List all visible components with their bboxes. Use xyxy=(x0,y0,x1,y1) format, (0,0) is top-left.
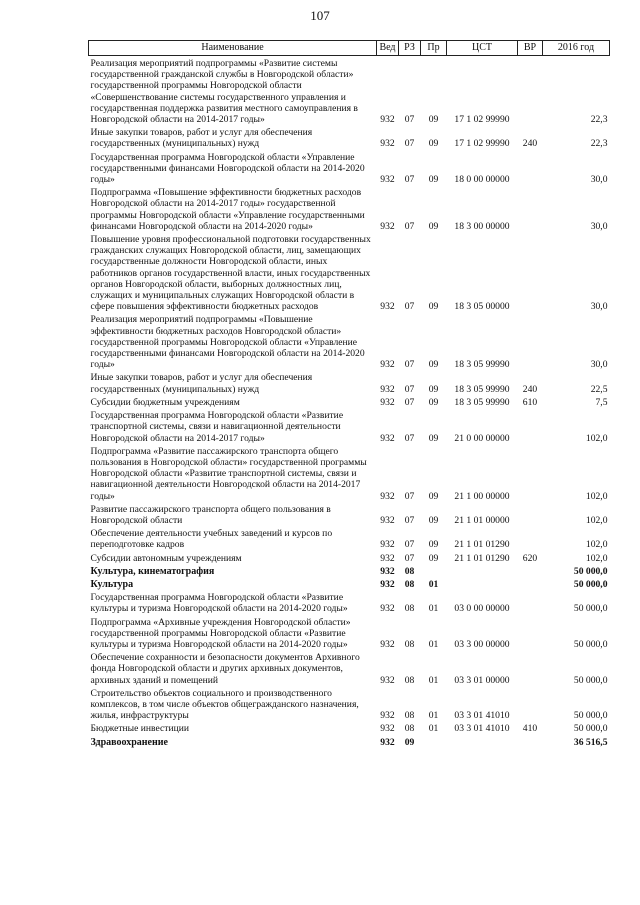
row-name: Подпрограмма «Повышение эффективности бюджетных расходов Новгородской области на 2014-2017 годы» государственной программы Новгородской области «Управление государственными финансами Новгородской области на 2014-2020 годы» xyxy=(90,187,365,232)
row-cst: 17 1 02 99990 xyxy=(454,114,510,126)
row-ved: 932 xyxy=(380,383,395,395)
row-sum: 102,0 xyxy=(585,514,608,526)
row-name: Подпрограмма «Архивные учреждения Новгородской области» государственной программы Новгородской области «Развитие культуры и туризма Новгородской области на 2014-2020 годы» xyxy=(90,616,351,650)
row-ved: 932 xyxy=(380,138,395,150)
row-ved: 932 xyxy=(380,174,395,186)
row-vr xyxy=(518,615,543,651)
row-name: Культура, кинематография xyxy=(90,565,215,577)
row-rz: 07 xyxy=(404,114,415,126)
row-vr: 620 xyxy=(522,552,538,564)
row-pr: 01 xyxy=(428,638,439,650)
row-rz: 07 xyxy=(404,432,415,444)
row-sum: 102,0 xyxy=(585,490,608,502)
row-cst xyxy=(447,577,518,590)
row-ved: 932 xyxy=(380,432,395,444)
row-cst: 03 0 00 00000 xyxy=(454,603,510,615)
row-vr xyxy=(518,444,543,502)
row-sum: 22,5 xyxy=(590,383,608,395)
row-rz: 07 xyxy=(404,383,415,395)
row-ved: 932 xyxy=(380,539,395,551)
row-sum: 36 516,5 xyxy=(573,736,608,748)
row-cst: 03 3 00 00000 xyxy=(454,638,510,650)
header-pr: Пр xyxy=(421,41,447,56)
row-ved: 932 xyxy=(380,723,395,735)
table-row xyxy=(89,502,610,526)
row-name: Обеспечение сохранности и безопасности документов Архивного фонда Новгородской области и других архивных документов, архивных зданий и помещений xyxy=(90,652,360,686)
row-name: Строительство объектов социального и производственного комплексов, в том числе объектов общегражданского назначения, жилья, инфраструктуры xyxy=(90,687,359,722)
row-cst: 21 1 01 01290 xyxy=(454,552,510,564)
row-pr: 09 xyxy=(428,539,439,551)
table-row xyxy=(89,590,610,614)
row-vr xyxy=(518,686,543,722)
row-name: Государственная программа Новгородской области «Управление государственными финансами Новгородской области на 2014-2020 годы» xyxy=(90,151,365,186)
row-name: Иные закупки товаров, работ и услуг для обеспечения государственных (муниципальных) нужд xyxy=(90,127,313,150)
row-cst: 21 1 00 00000 xyxy=(454,490,510,502)
row-sum: 50 000,0 xyxy=(573,578,608,590)
row-vr: 240 xyxy=(522,383,538,395)
row-rz: 07 xyxy=(404,396,415,408)
row-ved: 932 xyxy=(380,603,395,615)
row-name: Государственная программа Новгородской области «Развитие культуры и туризма Новгородской области на 2014-2020 годы» xyxy=(90,592,348,615)
table-row xyxy=(89,370,610,394)
row-pr: 01 xyxy=(428,603,439,615)
row-ved: 932 xyxy=(380,359,395,371)
row-pr: 09 xyxy=(428,114,439,126)
row-rz: 07 xyxy=(404,138,415,150)
row-pr: 09 xyxy=(428,514,439,526)
row-sum: 30,0 xyxy=(590,359,608,371)
row-pr: 09 xyxy=(428,301,439,313)
row-pr: 09 xyxy=(428,220,439,232)
row-sum: 30,0 xyxy=(590,174,608,186)
row-rz: 08 xyxy=(404,603,415,615)
row-ved: 932 xyxy=(380,220,395,232)
row-vr xyxy=(518,150,543,186)
row-rz: 07 xyxy=(404,539,415,551)
row-ved: 932 xyxy=(380,674,395,686)
table-row xyxy=(89,650,610,686)
header-vr: ВР xyxy=(518,41,543,56)
row-pr: 01 xyxy=(428,578,439,590)
row-pr: 09 xyxy=(428,432,439,444)
table-header xyxy=(89,41,610,56)
row-vr xyxy=(518,526,543,550)
table-row xyxy=(89,408,610,444)
row-pr xyxy=(421,564,447,577)
table-row xyxy=(89,686,610,722)
row-vr: 610 xyxy=(522,396,538,408)
row-pr xyxy=(421,735,447,748)
table-row xyxy=(89,564,610,577)
row-cst: 18 3 05 99990 xyxy=(454,383,510,395)
table-row xyxy=(89,395,610,408)
row-sum: 30,0 xyxy=(590,301,608,313)
row-sum: 50 000,0 xyxy=(573,638,608,650)
header-cst: ЦСТ xyxy=(447,41,518,56)
row-name: Субсидии бюджетным учреждениям xyxy=(90,396,240,408)
row-rz: 07 xyxy=(404,490,415,502)
row-ved: 932 xyxy=(380,396,395,408)
header-sum: 2016 год xyxy=(543,41,610,56)
row-cst: 03 3 01 00000 xyxy=(454,674,510,686)
row-cst: 21 0 00 00000 xyxy=(454,432,510,444)
row-sum: 50 000,0 xyxy=(573,565,608,577)
row-vr: 410 xyxy=(522,723,538,735)
row-sum: 50 000,0 xyxy=(573,674,608,686)
row-cst xyxy=(447,564,518,577)
row-pr: 09 xyxy=(428,174,439,186)
row-cst: 03 3 01 41010 xyxy=(454,710,510,722)
row-ved: 932 xyxy=(380,710,395,722)
row-vr xyxy=(518,564,543,577)
header-name: Наименование xyxy=(89,41,377,56)
row-sum: 30,0 xyxy=(590,220,608,232)
row-vr xyxy=(518,312,543,370)
row-vr xyxy=(518,232,543,312)
row-sum: 7,5 xyxy=(595,396,608,408)
row-cst: 18 3 05 99990 xyxy=(454,359,510,371)
row-ved: 932 xyxy=(380,114,395,126)
header-ved: Вед xyxy=(377,41,399,56)
row-rz: 08 xyxy=(404,565,415,577)
row-rz: 08 xyxy=(404,723,415,735)
row-pr: 09 xyxy=(428,552,439,564)
row-cst: 18 3 00 00000 xyxy=(454,220,510,232)
row-rz: 08 xyxy=(404,710,415,722)
row-vr xyxy=(518,650,543,686)
row-pr: 09 xyxy=(428,490,439,502)
row-pr: 09 xyxy=(428,138,439,150)
row-sum: 50 000,0 xyxy=(573,710,608,722)
row-pr: 01 xyxy=(428,710,439,722)
table-body xyxy=(89,56,610,748)
row-vr xyxy=(518,56,543,126)
row-pr: 09 xyxy=(428,396,439,408)
row-ved: 932 xyxy=(380,736,395,748)
row-sum: 50 000,0 xyxy=(573,723,608,735)
row-name: Здравоохранение xyxy=(90,736,168,748)
row-name: Повышение уровня профессиональной подготовки государственных гражданских служащих Новгородской области, лиц, замещающих государственные должности Новгородской области, иных работников органов государственной власти, иных государственных органов Новгородской области, выборных должностных лиц, служащих и муниципальных служащих Новгородской области в сфере повышения эффективности бюджетных расходов xyxy=(90,234,371,313)
row-vr xyxy=(518,590,543,614)
row-ved: 932 xyxy=(380,514,395,526)
row-ved: 932 xyxy=(380,490,395,502)
row-sum: 102,0 xyxy=(585,539,608,551)
table-row xyxy=(89,735,610,748)
row-sum: 102,0 xyxy=(585,432,608,444)
row-sum: 22,3 xyxy=(590,114,608,126)
table-row xyxy=(89,721,610,734)
table-row xyxy=(89,526,610,550)
budget-table xyxy=(88,40,610,748)
row-name: Субсидии автономным учреждениям xyxy=(90,552,242,564)
row-name: Культура xyxy=(90,578,134,590)
row-ved: 932 xyxy=(380,578,395,590)
row-vr xyxy=(518,502,543,526)
row-rz: 08 xyxy=(404,674,415,686)
row-ved: 932 xyxy=(380,565,395,577)
row-ved: 932 xyxy=(380,552,395,564)
row-name: Реализация мероприятий подпрограммы «Развитие системы государственной гражданской службы в Новгородской области» государственной программы Новгородской области «Совершенствование системы государственного управления и государственная поддержка развития местного самоуправления в Новгородской области на 2014-2017 годы» xyxy=(90,58,358,126)
table-row xyxy=(89,232,610,312)
row-rz: 08 xyxy=(404,578,415,590)
row-pr: 01 xyxy=(428,674,439,686)
row-ved: 932 xyxy=(380,301,395,313)
row-rz: 07 xyxy=(404,301,415,313)
row-cst: 18 3 05 00000 xyxy=(454,301,510,313)
row-cst xyxy=(447,735,518,748)
row-rz: 07 xyxy=(404,552,415,564)
row-name: Подпрограмма «Развитие пассажирского транспорта общего пользования в Новгородской области» государственной программы Новгородской области «Развитие транспортной системы, связи и навигационной деятельности Новгородской области на 2014-2017 годы» xyxy=(90,445,367,502)
row-cst: 21 1 01 00000 xyxy=(454,514,510,526)
table-row xyxy=(89,444,610,502)
row-name: Государственная программа Новгородской области «Развитие транспортной системы, связи и навигационной деятельности Новгородской области на 2014-2017 годы» xyxy=(90,410,344,444)
row-name: Реализация мероприятий подпрограммы «Повышение эффективности бюджетных расходов Новгородской области» государственной программы Новгородской области «Управление государственными финансами Новгородской области на 2014-2020 годы» xyxy=(90,314,365,371)
row-vr xyxy=(518,408,543,444)
table-row xyxy=(89,615,610,651)
row-rz: 07 xyxy=(404,514,415,526)
row-sum: 102,0 xyxy=(585,552,608,564)
row-cst: 03 3 01 41010 xyxy=(454,723,510,735)
row-cst: 18 0 00 00000 xyxy=(454,174,510,186)
row-rz: 07 xyxy=(404,220,415,232)
table-row xyxy=(89,551,610,564)
row-pr: 01 xyxy=(428,723,439,735)
row-cst: 18 3 05 99990 xyxy=(454,396,510,408)
row-vr xyxy=(518,735,543,748)
row-rz: 08 xyxy=(404,638,415,650)
row-rz: 07 xyxy=(404,174,415,186)
row-sum: 22,3 xyxy=(590,138,608,150)
table-row xyxy=(89,125,610,149)
header-rz: РЗ xyxy=(399,41,421,56)
page-number: 107 xyxy=(310,8,330,23)
row-sum: 50 000,0 xyxy=(573,603,608,615)
row-rz: 07 xyxy=(404,359,415,371)
row-pr: 09 xyxy=(428,359,439,371)
table-row xyxy=(89,56,610,126)
row-rz: 09 xyxy=(404,736,415,748)
row-pr: 09 xyxy=(428,383,439,395)
row-cst: 21 1 01 01290 xyxy=(454,539,510,551)
table-row xyxy=(89,150,610,186)
row-vr xyxy=(518,185,543,232)
row-vr: 240 xyxy=(522,138,538,150)
row-name: Развитие пассажирского транспорта общего пользования в Новгородской области xyxy=(90,503,331,526)
row-vr xyxy=(518,577,543,590)
row-name: Обеспечение деятельности учебных заведений и курсов по переподготовке кадров xyxy=(90,528,333,551)
table-row xyxy=(89,312,610,370)
row-ved: 932 xyxy=(380,638,395,650)
row-name: Бюджетные инвестиции xyxy=(90,723,189,735)
table-row xyxy=(89,185,610,232)
row-name: Иные закупки товаров, работ и услуг для обеспечения государственных (муниципальных) нужд xyxy=(90,372,313,395)
table-row xyxy=(89,577,610,590)
row-cst: 17 1 02 99990 xyxy=(454,138,510,150)
